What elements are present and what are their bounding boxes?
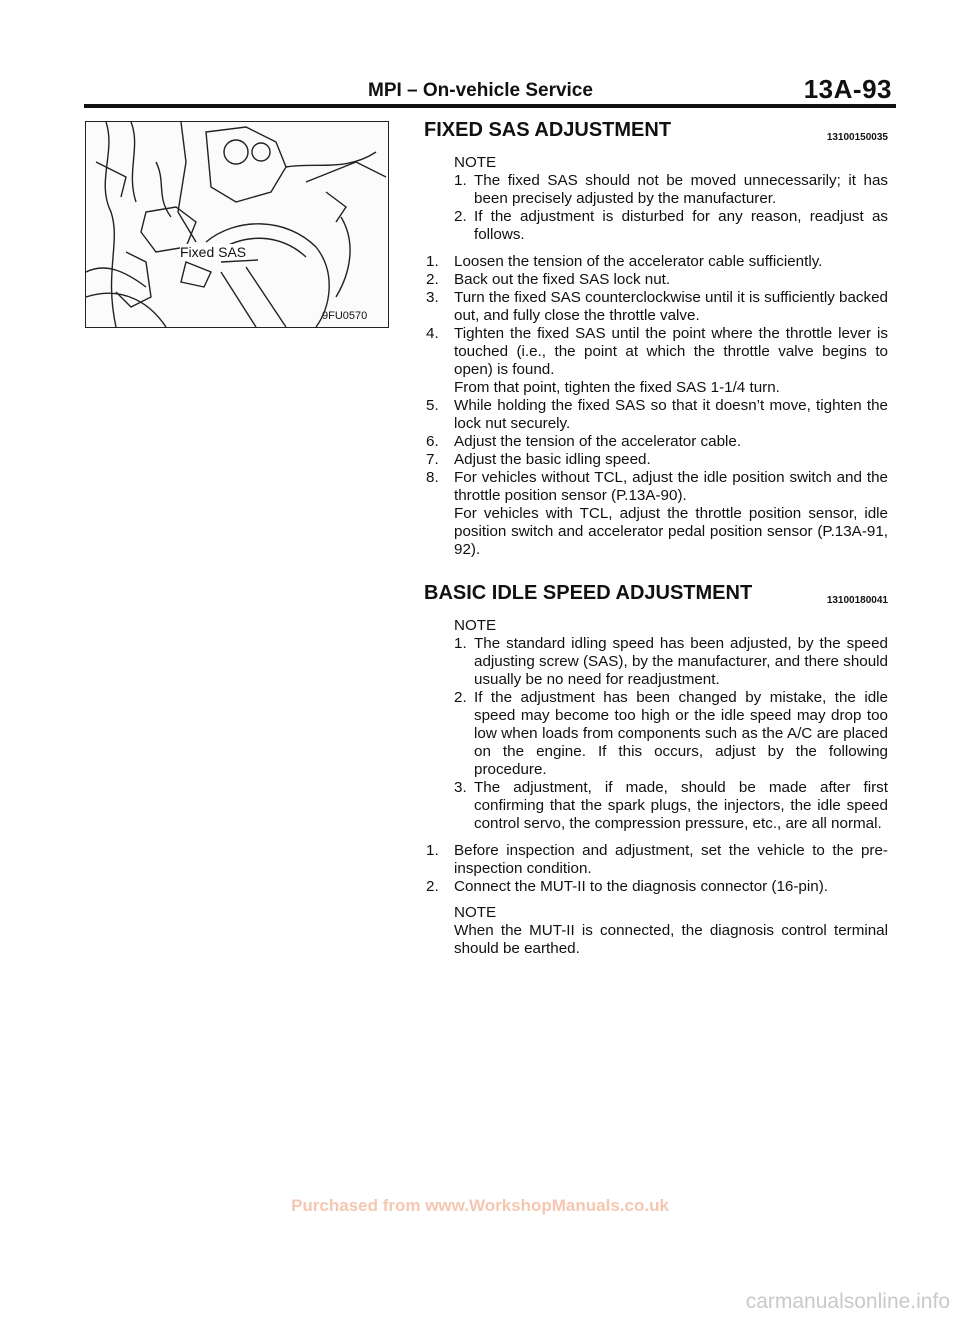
page-number: 13A-93: [803, 74, 892, 104]
procedure-steps: [424, 253, 888, 559]
section-title-basic-idle: BASIC IDLE SPEED ADJUSTMENT: [424, 582, 753, 604]
main-content: [424, 118, 888, 958]
step-item: 2. Back out the fixed SAS lock nut.: [426, 271, 671, 288]
note-block: [454, 154, 888, 244]
page-header: [84, 76, 896, 106]
note-item: 3. The adjustment, if made, should be made after first confirming that the spark plugs, the injectors, the idle speed control servo, the compression pressure, etc., are all normal.: [454, 779, 888, 832]
step-extra: From that point, tighten the fixed SAS 1-1/4 turn.: [454, 379, 780, 396]
step-item: 5. While holding the fixed SAS so that it doesn’t move, tighten the lock nut securely.: [426, 397, 888, 432]
note-heading: NOTE: [454, 617, 497, 634]
section-code: 13100180041: [826, 595, 888, 606]
note-item: 2. If the adjustment is disturbed for any reason, readjust as follows.: [454, 208, 888, 243]
step-item: 8. For vehicles without TCL, adjust the idle position switch and the throttle position sensor (P.13A-90). For vehicles with TCL, adjust the throttle position sensor, idle position switch and accelerator pedal position sensor (P.13A-91, 92).: [426, 469, 888, 558]
step-item: 4. Tighten the fixed SAS until the point where the throttle lever is touched (i.e., the point at which the throttle valve begins to open) is found. From that point, tighten the fixed SAS 1-1/4 turn.: [426, 325, 888, 396]
header-rule: [84, 104, 896, 108]
section-basic-idle: [424, 581, 888, 607]
section-code: 13100150035: [826, 132, 888, 143]
fixed-sas-label: Fixed SAS: [180, 244, 247, 260]
step-item: 1. Before inspection and adjustment, set the vehicle to the pre-inspection condition.: [426, 842, 888, 877]
note-heading: NOTE: [454, 154, 497, 171]
step-item: 7. Adjust the basic idling speed.: [426, 451, 651, 468]
note-block: [454, 617, 888, 833]
header-title: MPI – On-vehicle Service: [368, 80, 593, 101]
step-item: 6. Adjust the tension of the accelerator cable.: [426, 433, 742, 450]
section-title-fixed-sas: FIXED SAS ADJUSTMENT: [424, 119, 672, 141]
note-item: 1. The fixed SAS should not be moved unnecessarily; it has been precisely adjusted by the manufacturer.: [454, 172, 888, 207]
section-fixed-sas: [424, 118, 888, 144]
purchase-footer: Purchased from www.WorkshopManuals.co.uk: [291, 1196, 669, 1215]
note-item: 2. If the adjustment has been changed by mistake, the idle speed may become too high or the idle speed may drop too low when loads from components such as the A/C are placed on the engine. If this occurs, adjust by the following procedure.: [454, 689, 888, 778]
step-item: 1. Loosen the tension of the accelerator cable sufficiently.: [426, 253, 823, 270]
engine-line-drawing: [86, 122, 388, 327]
step-item: 3. Turn the fixed SAS counterclockwise until it is sufficiently backed out, and fully close the throttle valve.: [426, 289, 888, 324]
note-text: When the MUT-II is connected, the diagnosis control terminal should be earthed.: [454, 922, 888, 957]
fixed-sas-illustration: [85, 121, 389, 328]
note-heading: NOTE: [454, 904, 497, 921]
step-extra: For vehicles with TCL, adjust the throttle position sensor, idle position switch and accelerator pedal position sensor (P.13A-91, 92).: [454, 505, 888, 558]
step-item: 2. Connect the MUT-II to the diagnosis connector (16-pin).: [426, 878, 828, 895]
figure-code: 9FU0570: [322, 310, 368, 322]
procedure-steps: [424, 842, 888, 896]
site-watermark: carmanualsonline.info: [745, 1290, 950, 1313]
sub-note-block: [454, 904, 888, 958]
note-item: 1. The standard idling speed has been adjusted, by the speed adjusting screw (SAS), by the manufacturer, and there should usually be no need for readjustment.: [454, 635, 888, 688]
